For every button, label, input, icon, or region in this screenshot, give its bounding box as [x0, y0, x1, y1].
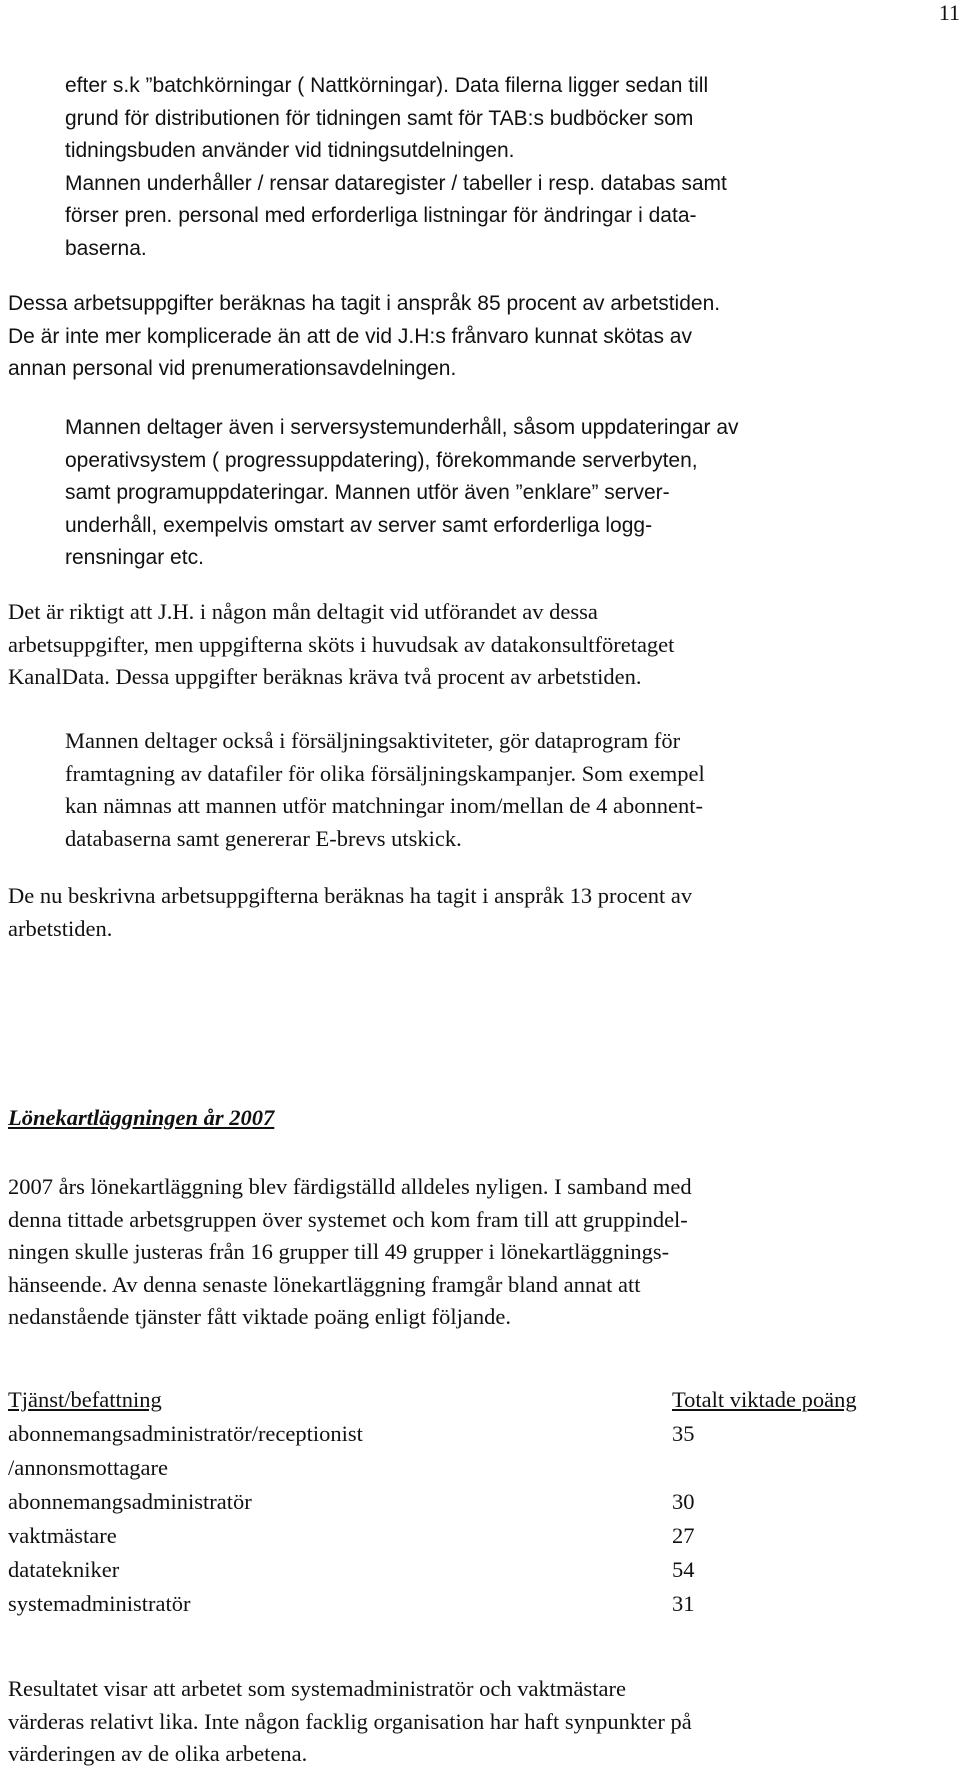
- column-header-points: Totalt viktade poäng: [672, 1387, 857, 1412]
- text-line: KanalData. Dessa uppgifter beräknas kräva två procent av arbetstiden.: [8, 664, 642, 689]
- text-line: Mannen deltager även i serversystemunderhåll, såsom uppdateringar av: [65, 416, 739, 439]
- paragraph-batch-jobs: [65, 70, 727, 265]
- text-line: baserna.: [65, 236, 147, 260]
- table-row: [8, 1587, 938, 1621]
- text-line: annan personal vid prenumerationsavdelningen.: [8, 357, 457, 380]
- paragraph-kanaldata: [8, 596, 674, 694]
- text-line: 2007 års lönekartläggning blev färdigställd alldeles nyligen. I samband med: [8, 1174, 692, 1199]
- text-line: Mannen deltager också i försäljningsaktiviteter, gör dataprogram för: [65, 728, 681, 753]
- table-row: [8, 1417, 938, 1451]
- points-cell: 30: [672, 1489, 695, 1514]
- text-line: underhåll, exempelvis omstart av server samt erforderliga logg-: [65, 513, 653, 537]
- text-line: tidningsbuden använder vid tidningsutdelningen.: [65, 139, 515, 162]
- position-cell: systemadministratör: [8, 1591, 191, 1616]
- table-header-row: [8, 1383, 938, 1417]
- table-row: [8, 1553, 938, 1587]
- text-line: värderas relativt lika. Inte någon facklig organisation har haft synpunkter på: [8, 1708, 692, 1734]
- text-line: grund för distributionen för tidningen samt för TAB:s budböcker som: [65, 106, 694, 130]
- text-line: hänseende. Av denna senaste lönekartläggning framgår bland annat att: [8, 1271, 641, 1297]
- paragraph-salary-survey: [8, 1171, 692, 1334]
- paragraph-sales-activities: [65, 725, 705, 855]
- text-line: Dessa arbetsuppgifter beräknas ha tagit i anspråk 85 procent av arbetstiden.: [8, 292, 721, 315]
- table-row: [8, 1519, 938, 1553]
- points-table: [8, 1383, 938, 1621]
- text-line: nedanstående tjänster fått viktade poäng enligt följande.: [8, 1304, 511, 1329]
- text-line: denna tittade arbetsgruppen över systemet och kom fram till att gruppindel-: [8, 1206, 688, 1232]
- points-cell: 54: [672, 1557, 695, 1582]
- table-row: [8, 1451, 938, 1485]
- text-line: kan nämnas att mannen utför matchningar inom/mellan de 4 abonnent-: [65, 793, 703, 818]
- position-cell: abonnemangsadministratör/receptionist: [8, 1421, 363, 1446]
- text-line: Mannen underhåller / rensar dataregister / tabeller i resp. databas samt: [65, 171, 727, 195]
- text-line: Resultatet visar att arbetet som systemadministratör och vaktmästare: [8, 1676, 626, 1701]
- points-cell: 31: [672, 1591, 695, 1616]
- points-cell: 27: [672, 1523, 695, 1548]
- paragraph-result: [8, 1673, 692, 1771]
- text-line: värderingen av de olika arbetena.: [8, 1741, 308, 1766]
- text-line: samt programuppdateringar. Mannen utför även ”enklare” server-: [65, 481, 670, 504]
- paragraph-server-maintenance: [65, 412, 739, 575]
- position-cell: abonnemangsadministratör: [8, 1489, 252, 1514]
- paragraph-workload-85: [8, 288, 720, 386]
- text-line: De är inte mer komplicerade än att de vid J.H:s frånvaro kunnat skötas av: [8, 324, 692, 348]
- page-number: 11: [938, 0, 960, 25]
- text-line: förser pren. personal med erforderliga listningar för ändringar i data-: [65, 204, 697, 227]
- text-line: rensningar etc.: [65, 546, 204, 569]
- text-line: Det är riktigt att J.H. i någon mån deltagit vid utförandet av dessa: [8, 599, 598, 624]
- position-cell: /annonsmottagare: [8, 1455, 168, 1480]
- text-line: framtagning av datafiler för olika försäljningskampanjer. Som exempel: [65, 760, 705, 786]
- points-cell: 35: [672, 1421, 695, 1446]
- text-line: ningen skulle justeras från 16 grupper till 49 grupper i lönekartläggnings-: [8, 1239, 670, 1264]
- text-line: arbetstiden.: [8, 915, 113, 941]
- text-line: efter s.k ”batchkörningar ( Nattkörningar). Data filerna ligger sedan till: [65, 74, 709, 97]
- text-line: operativsystem ( progressuppdatering), förekommande serverbyten,: [65, 448, 698, 472]
- position-cell: datatekniker: [8, 1557, 120, 1582]
- section-heading: Lönekartläggningen år 2007: [8, 1105, 275, 1130]
- table-row: [8, 1485, 938, 1519]
- text-line: arbetsuppgifter, men uppgifterna sköts i huvudsak av datakonsultföretaget: [8, 631, 675, 657]
- text-line: De nu beskrivna arbetsuppgifterna beräknas ha tagit i anspråk 13 procent av: [8, 883, 693, 908]
- column-header-position: Tjänst/befattning: [8, 1387, 162, 1412]
- paragraph-workload-13: [8, 880, 692, 945]
- text-line: databaserna samt genererar E-brevs utskick.: [65, 825, 462, 851]
- position-cell: vaktmästare: [8, 1523, 117, 1548]
